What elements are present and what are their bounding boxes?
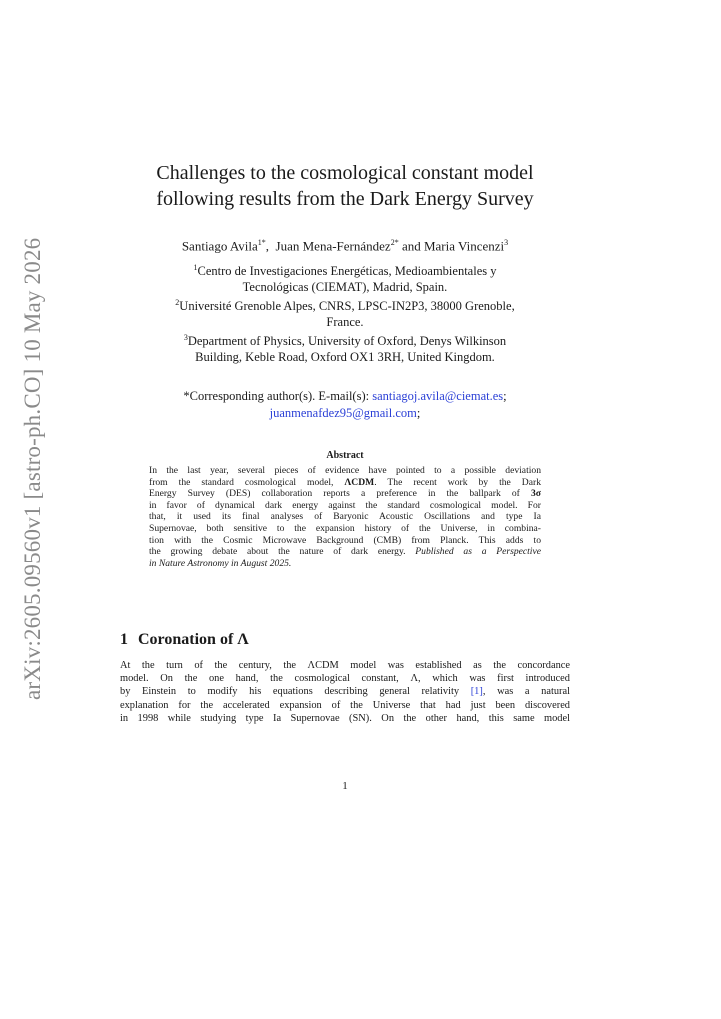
abstract-line: In the last year, several pieces of evidence have pointed to a possible deviation xyxy=(149,465,541,476)
corresponding-label: *Corresponding author(s). E-mail(s): xyxy=(183,389,370,403)
abstract-line: from the standard cosmological model, ΛCDM. The recent work by the Dark xyxy=(149,476,541,488)
abstract-line: Supernovae, both sensitive to the expansion history of the Universe, in combina- xyxy=(149,522,541,534)
corresponding-authors: *Corresponding author(s). E-mail(s): santiagoj.avila@ciemat.es; juanmenafdez95@gmail.com; xyxy=(183,389,507,420)
affiliation-line: Building, Keble Road, Oxford OX1 3RH, United Kingdom. xyxy=(195,350,495,365)
abstract-line: the growing debate about the nature of dark energy. Published as a Perspective xyxy=(149,546,541,558)
author-name: Maria Vincenzi xyxy=(423,238,505,254)
abstract-text xyxy=(149,465,541,569)
abstract-heading: Abstract xyxy=(326,450,364,461)
affiliation-line: $^3$Department of Physics, University of Oxford, Denys Wilkinson xyxy=(183,333,507,349)
author-list: Santiago Avila$^{1*}$, Juan Mena-Fernández$^{2*}$ and Maria Vincenzi$^3$ xyxy=(181,238,509,254)
affiliation-line: Tecnológicas (CIEMAT), Madrid, Spain. xyxy=(242,280,448,295)
affiliation-mark: 2 xyxy=(175,298,180,308)
body-line: At the turn of the century, the ΛCDM model was established as the concordance xyxy=(120,660,570,671)
affiliation-line: $^2$Université Grenoble Alpes, CNRS, LPSC-IN2P3, 38000 Grenoble, xyxy=(175,298,515,314)
abstract-line: Energy Survey (DES) collaboration reports a preference in the ballpark of 3σ xyxy=(149,488,541,500)
body-line: model. On the one hand, the cosmological constant, Λ, which was first introduced xyxy=(120,673,570,685)
section-number: 1 xyxy=(120,631,128,648)
author-name: Juan Mena-Fernández xyxy=(275,238,391,254)
body-paragraph xyxy=(120,659,570,725)
paper-title xyxy=(120,160,570,212)
arxiv-stamp xyxy=(20,237,46,700)
affiliation-mark: 1 xyxy=(193,263,198,272)
author-name: Santiago Avila xyxy=(181,238,258,254)
abstract-line: in favor of dynamical dark energy against the standard cosmological model. For xyxy=(149,499,541,511)
abstract-line: tion with the Cosmic Microwave Background (CMB) from Planck. This adds to xyxy=(149,534,541,546)
body-line: in 1998 while studying type Ia Supernovae (SN). On the other hand, this same model xyxy=(120,712,570,724)
citation-link[interactable]: [1] xyxy=(470,686,483,698)
author-connector: and xyxy=(401,238,421,254)
body-line: explanation for the accelerated expansion of the Universe that had just been discovered xyxy=(120,699,570,711)
body-line: by Einstein to modify his equations describing general relativity [1], was a natural xyxy=(120,686,570,698)
email-link[interactable]: juanmenafdez95@gmail.com xyxy=(269,406,417,420)
title-line: following results from the Dark Energy Survey xyxy=(156,188,534,210)
affiliations xyxy=(130,260,560,365)
title-line: Challenges to the cosmological constant model xyxy=(156,162,534,184)
author-mark: 2* xyxy=(390,238,399,247)
section-title: Coronation of Λ xyxy=(138,631,249,648)
author-mark: 3 xyxy=(504,238,509,247)
email-link[interactable]: santiagoj.avila@ciemat.es xyxy=(372,389,504,403)
affiliation-line: France. xyxy=(326,315,364,330)
affiliation-mark: 3 xyxy=(183,333,188,343)
author-mark: 1* xyxy=(257,238,266,247)
affiliation-line: $^1$Centro de Investigaciones Energéticas, Medioambientales y xyxy=(193,263,497,279)
abstract-line: that, it used its final analyses of Baryonic Acoustic Oscillations and type Ia xyxy=(149,511,541,523)
arxiv-identifier: arXiv:2605.09560v1 [astro-ph.CO] 10 May 2026 xyxy=(20,237,45,700)
section-heading xyxy=(120,630,249,650)
page-number: 1 xyxy=(342,780,348,792)
abstract-line: in Nature Astronomy in August 2025. xyxy=(149,557,292,569)
